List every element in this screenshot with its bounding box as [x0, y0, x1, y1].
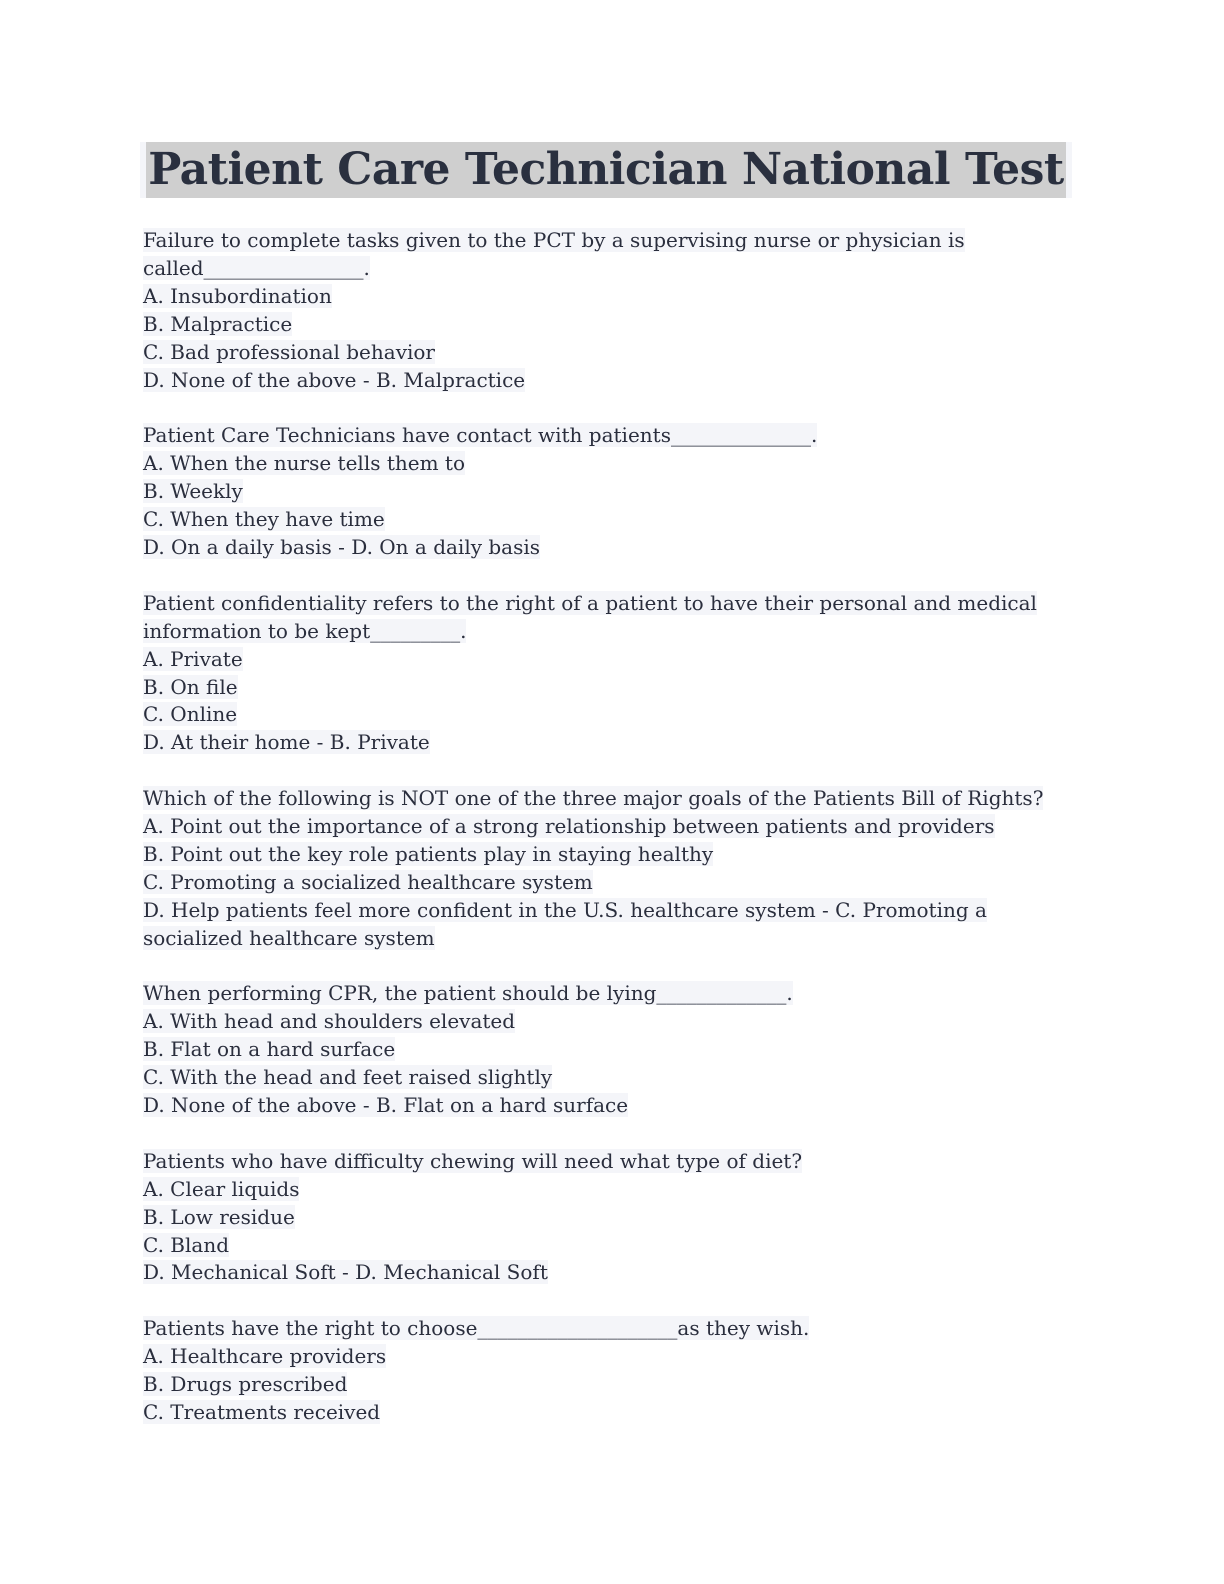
question-5 [143, 980, 1083, 1120]
answer-option: B. Malpractice [143, 311, 293, 336]
answer-option: B. Drugs prescribed [143, 1371, 348, 1396]
answer-option: D. None of the above - B. Malpractice [143, 367, 526, 392]
answer-option: B. Weekly [143, 479, 243, 504]
answer-option: C. Bad professional behavior [143, 339, 435, 364]
question-stem-line: information to be kept_________. [143, 618, 467, 643]
answer-option: D. None of the above - B. Flat on a hard surface [143, 1093, 629, 1118]
answer-option: D. Mechanical Soft - D. Mechanical Soft [143, 1260, 548, 1285]
question-stem-line: Patient confidentiality refers to the right of a patient to have their personal and medical [143, 590, 1037, 615]
answer-option: C. With the head and feet raised slightly [143, 1065, 553, 1090]
answer-option: B. Flat on a hard surface [143, 1037, 396, 1062]
question-6 [143, 1148, 1083, 1288]
document-title: Patient Care Technician National Test [146, 142, 1066, 198]
answer-option: B. On file [143, 674, 238, 699]
question-stem-line: called________________. [143, 255, 370, 280]
question-4 [143, 785, 1083, 953]
answer-option: B. Point out the key role patients play in staying healthy [143, 841, 714, 866]
question-stem-line: Patient Care Technicians have contact with patients______________. [143, 423, 818, 448]
answer-option: A. With head and shoulders elevated [143, 1009, 516, 1034]
answer-option: A. Private [143, 646, 243, 671]
answer-option: C. Promoting a socialized healthcare system [143, 869, 593, 894]
answer-option: D. On a daily basis - D. On a daily basis [143, 535, 541, 560]
question-list [143, 227, 1083, 1455]
answer-option-continued: socialized healthcare system [143, 925, 435, 950]
question-1 [143, 227, 1083, 395]
question-3 [143, 590, 1083, 758]
question-stem-line: Patients have the right to choose____________________as they wish. [143, 1316, 810, 1341]
answer-option: C. Bland [143, 1232, 230, 1257]
answer-option: B. Low residue [143, 1204, 295, 1229]
question-stem-line: Failure to complete tasks given to the PCT by a supervising nurse or physician is [143, 228, 965, 252]
answer-option: C. Online [143, 702, 238, 727]
answer-option: D. Help patients feel more confident in the U.S. healthcare system - C. Promoting a [143, 897, 987, 922]
answer-option: A. Insubordination [143, 283, 332, 308]
answer-option: A. Point out the importance of a strong relationship between patients and providers [143, 813, 995, 838]
answer-option: C. Treatments received [143, 1399, 381, 1424]
answer-option: D. At their home - B. Private [143, 730, 430, 755]
question-7 [143, 1315, 1083, 1427]
question-stem-line: When performing CPR, the patient should be lying_____________. [143, 981, 793, 1006]
answer-option: A. Healthcare providers [143, 1344, 387, 1368]
answer-option: A. When the nurse tells them to [143, 451, 466, 476]
question-2 [143, 422, 1083, 562]
title-band [140, 142, 1072, 198]
answer-option: A. Clear liquids [143, 1176, 300, 1201]
answer-option: C. When they have time [143, 507, 385, 532]
question-stem-line: Which of the following is NOT one of the three major goals of the Patients Bill of Rights? [143, 786, 1044, 810]
question-stem-line: Patients who have difficulty chewing will need what type of diet? [143, 1148, 803, 1173]
